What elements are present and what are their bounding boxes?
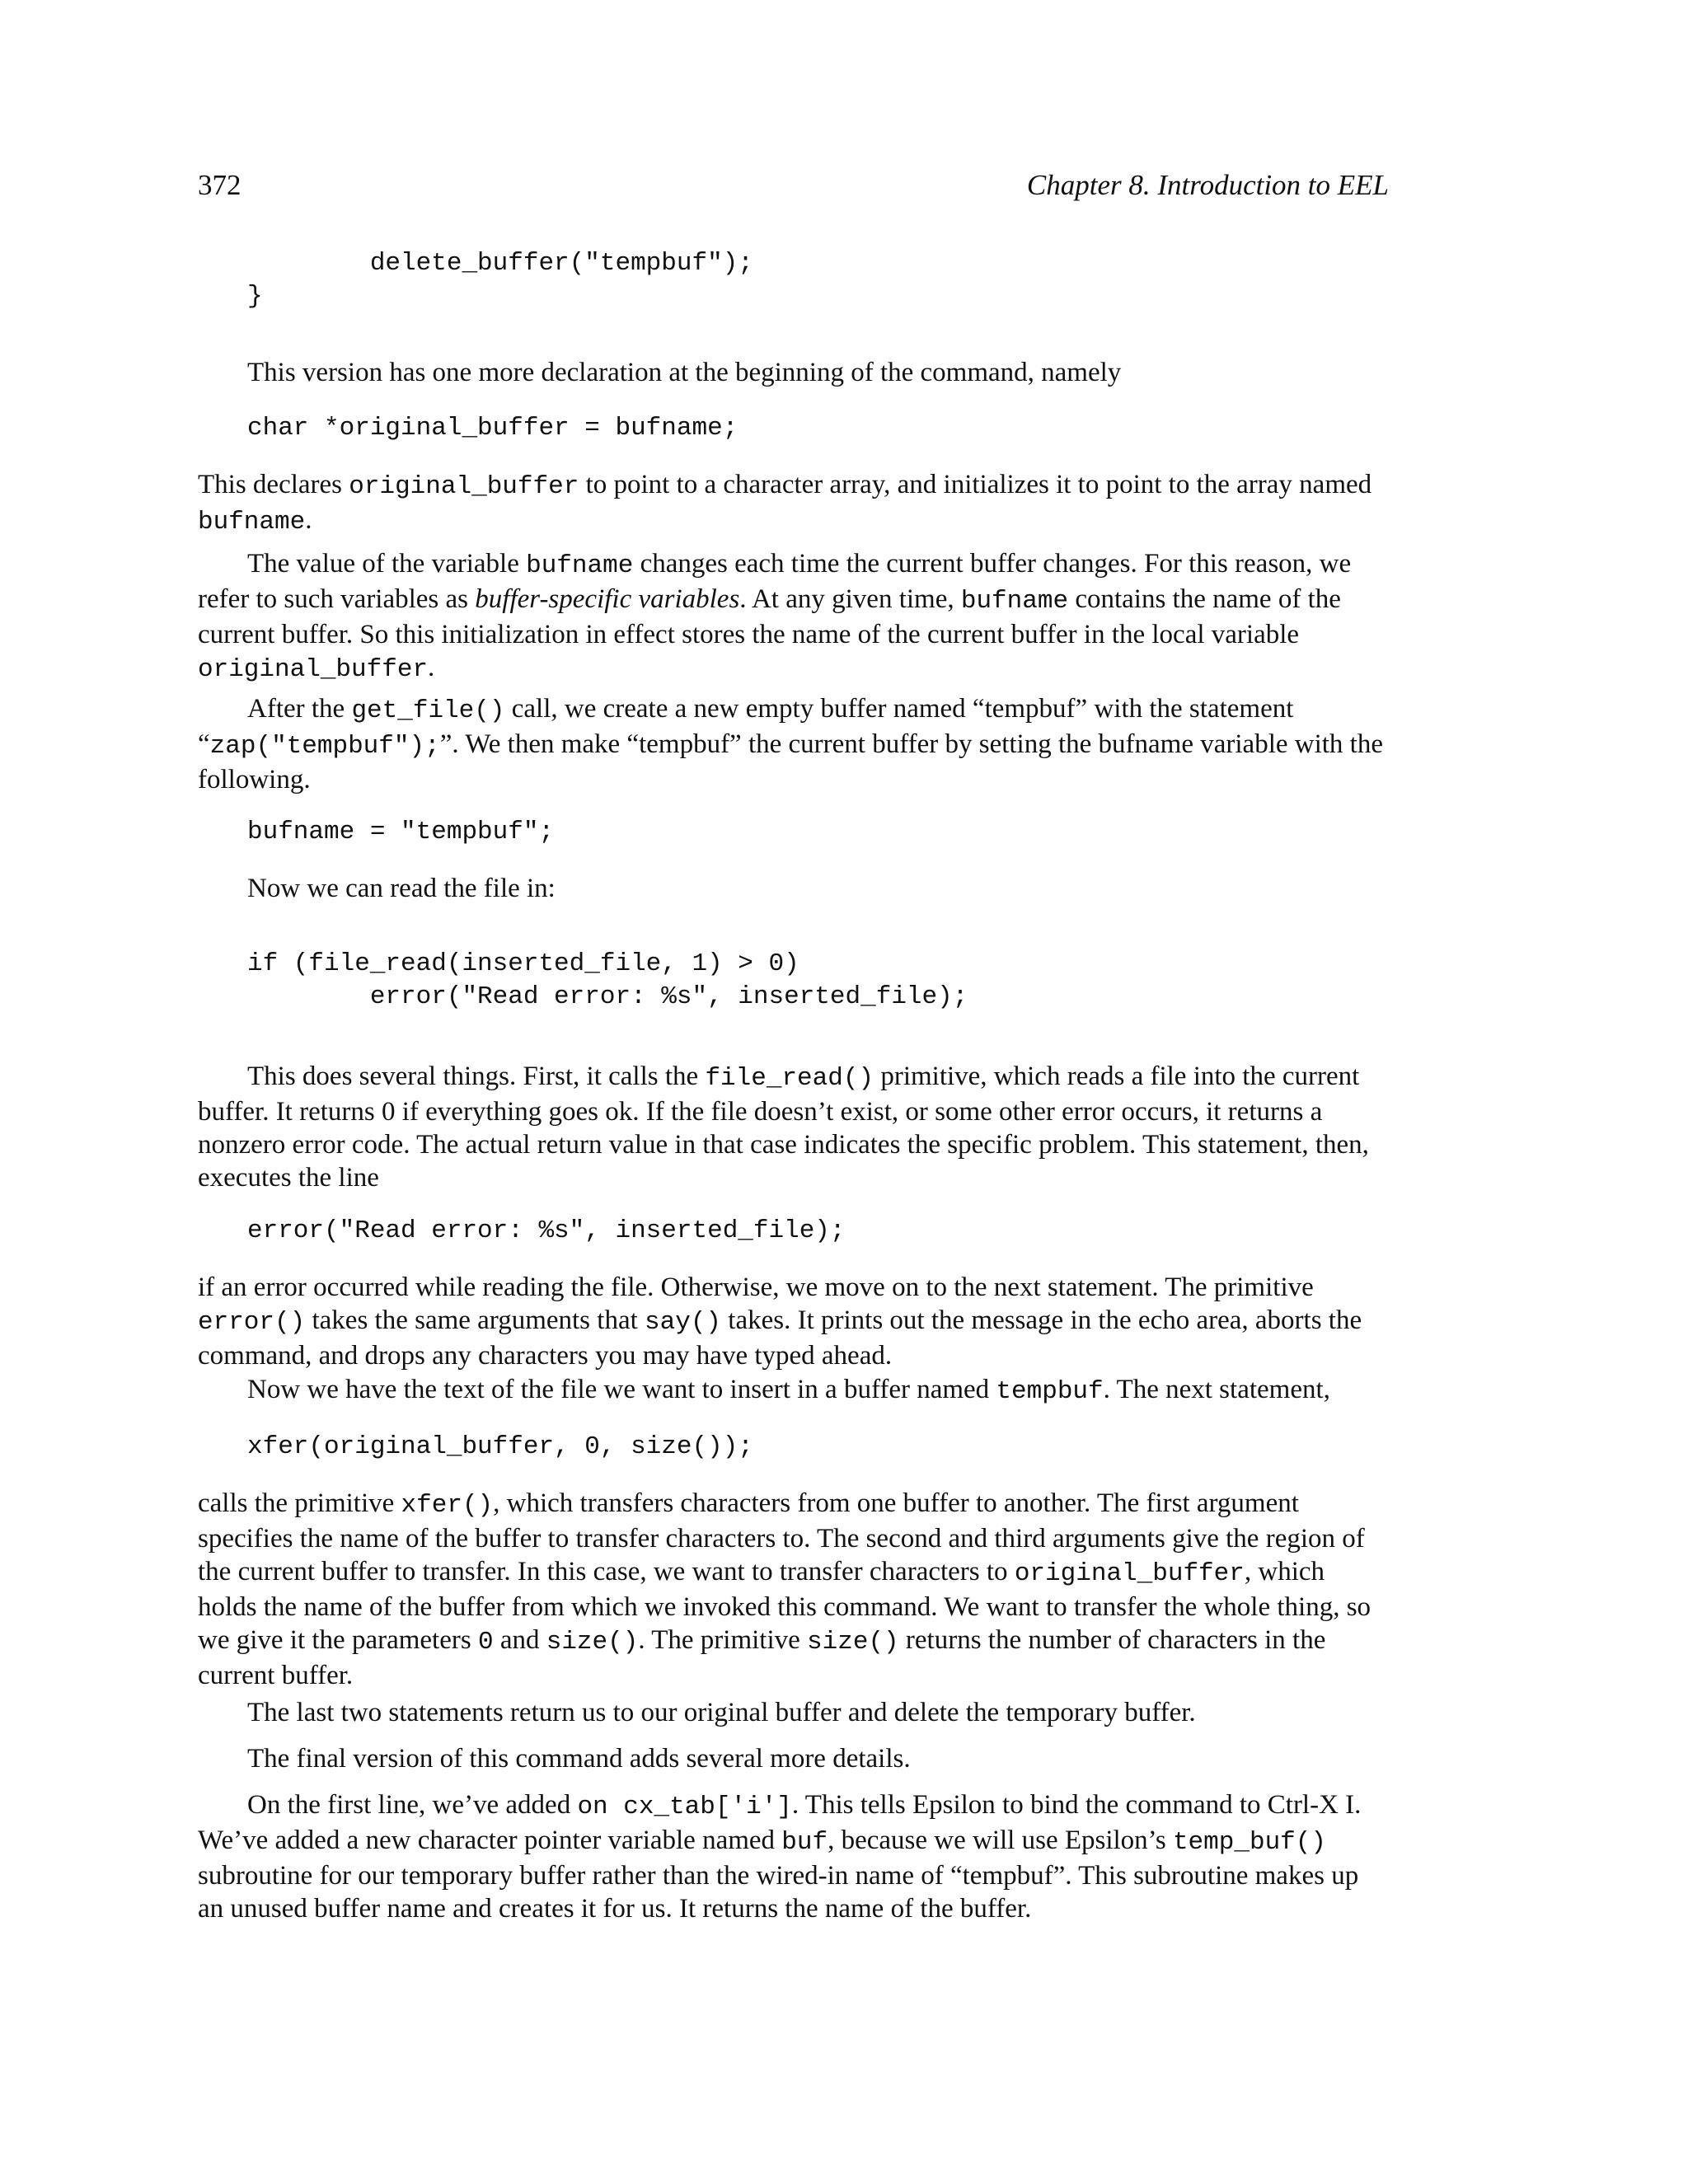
paragraph-file-read-explained: This does several things. First, it calls the file_read() primitive, which reads a file into the current buffer. It returns 0 if everything goes ok. If the file doesn’t exist, or some other error occurs, it returns a nonzero error code. The actual return value in that case indicates the specific problem. This statement, then, executes the line [198,1062,1369,1193]
page-number: 372 [198,169,241,201]
paragraph-xfer-explained: calls the primitive xfer(), which transfers characters from one buffer to another. The first argument specifies the name of the buffer to transfer characters to. The second and third arguments give the region of the current buffer to transfer. In this case, we want to transfer characters to original_buffer, which holds the name of the buffer from which we invoked this command. We want to transfer the whole thing, so we give it the parameters 0 and size(). The primitive size() returns the number of characters in the current buffer. [198,1488,1372,1690]
paragraph-first-line: On the first line, we’ve added on cx_tab['i']. This tells Epsilon to bind the command to Ctrl-X I. We’ve added a new character pointer variable named buf, because we will use Epsilon’s temp_buf() subroutine for our temporary buffer rather than the wired-in name of “tempbuf”. This subroutine makes up an unused buffer name and creates it for us. It returns the name of the buffer. [198,1790,1362,1924]
code-line: if (file_read(inserted_file, 1) > 0) [247,949,799,978]
code-bufname-assign: bufname = "tempbuf"; [247,818,555,846]
code-line: error("Read error: %s", inserted_file); [247,982,968,1011]
paragraph-error-primitive: if an error occurred while reading the file. Otherwise, we move on to the next statement. The primitive error() takes the same arguments that say() takes. It prints out the message in the echo area, aborts the command, and drops any characters you may have typed ahead. [198,1272,1362,1371]
code-line: delete_buffer("tempbuf"); [247,249,753,278]
paragraph-declares: This declares original_buffer to point to a character array, and initializes it to point to the array named bufname. [198,470,1372,537]
code-line: } [247,282,263,311]
paragraph-declaration-intro: This version has one more declaration at the beginning of the command, namely [247,358,1122,387]
code-error-line: error("Read error: %s", inserted_file); [247,1216,846,1245]
paragraph-final-version: The final version of this command adds several more details. [247,1744,911,1774]
code-xfer-line: xfer(original_buffer, 0, size()); [247,1432,753,1461]
code-block-file-read [247,948,968,1014]
page-header [198,169,1389,210]
chapter-title: Chapter 8. Introduction to EEL [1026,169,1389,201]
paragraph-buffer-specific: The value of the variable bufname changes each time the current buffer changes. For this reason, we refer to such variables as buffer-specific variables. At any given time, bufname contains the name of the current buffer. So this initialization in effect stores the name of the current buffer in the local variable original_buffer. [198,549,1352,684]
code-block-delete-buffer [247,247,753,313]
code-original-buffer-decl: char *original_buffer = bufname; [247,414,738,443]
paragraph-last-statements: The last two statements return us to our original buffer and delete the temporary buffer. [247,1698,1196,1727]
paragraph-tempbuf: Now we have the text of the file we want to insert in a buffer named tempbuf. The next statement, [247,1375,1330,1406]
paragraph-read-file: Now we can read the file in: [247,874,556,903]
paragraph-get-file: After the get_file() call, we create a new empty buffer named “tempbuf” with the statement “zap("tempbuf");”. We then make “tempbuf” the current buffer by setting the bufname variable with the following. [198,694,1383,794]
